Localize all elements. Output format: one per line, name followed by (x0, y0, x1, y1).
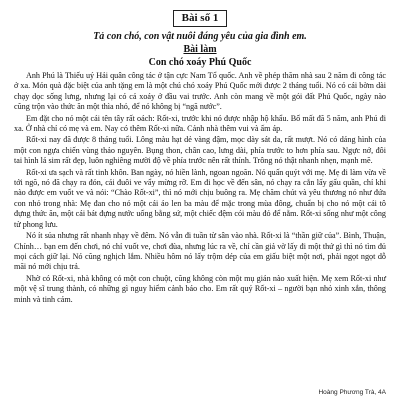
author-credit: Hoàng Phương Trà, 4A (318, 389, 386, 396)
essay-paragraph: Nhờ có Rốt-xi, nhà không có một con chuột, cũng không còn một mụ gián nào xuất hiện. Mẹ xem Rốt-xi như một vệ sĩ trung thành, có những gì nguy hiểm cảnh báo cho. Em rất quý Rốt-xi – người bạn nhỏ xinh xắn, thông minh và tinh cảm. (14, 273, 386, 304)
essay-body (14, 71, 386, 305)
lesson-badge: Bài số 1 (173, 10, 228, 27)
essay-paragraph: Anh Phú là Thiếu uý Hải quân công tác ở tận cực Nam Tổ quốc. Anh về phép thăm nhà sau 2 năm đi công tác ở xa. Món quà đặc biệt của anh tặng em là một chú chó xoáy Phú Quốc mới được 2 tháng tuổi. Nó có cái bờm dài chạy dọc sống lưng, nhưng lại có cả xoáy ở đầu vai trước. Anh còn mang về một gói đất Phú Quốc, ngày nào cũng trộn vào thức ăn một thìa nhỏ, để nó không bị “ngã nước”. (14, 71, 386, 112)
essay-title: Con chó xoáy Phú Quốc (148, 57, 252, 68)
essay-paragraph: Nó ít sủa nhưng rất nhanh nhạy về đêm. Nó vẫn đi tuần từ sân vào nhà. Rốt-xi là “thần giữ của”. Bình, Thuận, Chính… bạn em đến chơi, nó chỉ vuốt ve, chơi đùa, nhưng lúc ra về, chỉ cần giả vờ lấy đi một thứ gì thì nó tìm đủ mọi cách giữ lại. Nó cũng nghịch lắm. Nhiều hôm nó lấy trộm dép của em giấu biệt một nơi, phải ngọt ngọt dỗ mãi nó mới chịu trả. (14, 231, 386, 272)
essay-topic: Tả con chó, con vật nuôi đáng yêu của gia đình em. (93, 31, 307, 42)
essay-paragraph: Rốt-xi ưa sạch và rất tinh khôn. Ban ngày, nó hiền lành, ngoan ngoãn. Nó quấn quýt với mẹ. Mẹ đi làm vừa về tới ngõ, nó đã chạy ra đón, cái đuôi ve vẩy mừng rỡ. Em đi học về đến sân, nó chạy ra cắn lấy gấu quần, chỉ khi nào được em vuốt ve và nói: “Chào Rốt-xi”, thì nó mới chịu buông ra. Mẹ chăm chút và yêu thương nó như đứa con nhỏ trong nhà: Mẹ đan cho nó một cái áo len ba màu để mặc trong mùa đông, chuẩn bị cho nó một cái tô đựng thức ăn, một cái bát đựng nước uống bằng sứ, một chiếc đệm cói màu đỏ để nằm. Rốt-xi sống như một công tử phong lưu. (14, 167, 386, 229)
essay-paragraph: Rốt-xi nay đã được 8 tháng tuổi. Lông màu hạt dẻ vàng đậm, mọc dày sát da, rất mượt. Nó có dáng hình của một con ngựa chiến vùng thảo nguyên. Bụng thon, chân cao, lưng dài, phía trước to hơn phía sau. Ngực nở, đôi tai hình lá sim rất đẹp, luôn nghiêng mười độ về phía trước nên rất thính. Trông nó thật nhanh nhẹn, mạnh mẽ. (14, 135, 386, 166)
section-label: Bài làm (183, 44, 217, 55)
essay-paragraph: Em đặt cho nó một cái tên tây rất oách: Rốt-xi, trước khi nó được nhập hộ khẩu. Bố mất đã 5 năm, anh Phú đi xa. Ở nhà chỉ có mẹ và em. Nay có thêm Rốt-xi nữa. Cảnh nhà thêm vui và ấm áp. (14, 113, 386, 134)
document-header (14, 8, 386, 69)
